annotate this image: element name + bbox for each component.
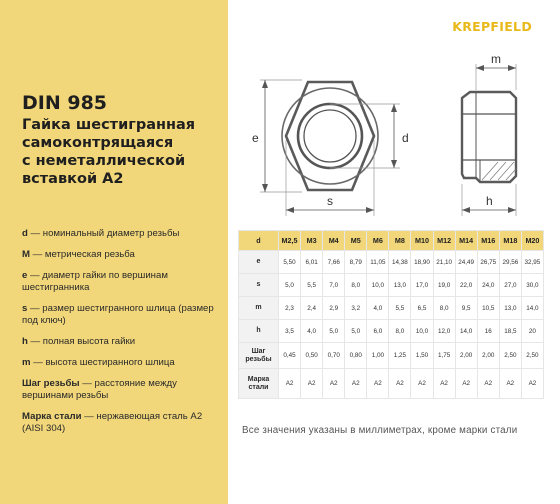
table-cell: 12,0 xyxy=(433,320,455,343)
table-cell: 24,49 xyxy=(455,251,477,274)
dim-label-s: s xyxy=(327,194,333,208)
table-row xyxy=(239,297,544,320)
legend-item xyxy=(22,303,222,327)
table-cell: 6,5 xyxy=(411,297,433,320)
table-cell: 5,0 xyxy=(323,320,345,343)
legend-text: — высота шестиранного шлица xyxy=(30,357,175,368)
table-cell: 22,0 xyxy=(455,274,477,297)
table-cell: 16 xyxy=(477,320,499,343)
legend-item xyxy=(22,357,222,369)
table-header-cell: M4 xyxy=(323,231,345,251)
brand-logo: KREPFIELD xyxy=(452,19,532,34)
table-cell: 4,0 xyxy=(367,297,389,320)
table-cell: 1,50 xyxy=(411,343,433,369)
table-cell: 30,0 xyxy=(521,274,543,297)
table-cell: 26,75 xyxy=(477,251,499,274)
table-cell: 1,00 xyxy=(367,343,389,369)
table-row xyxy=(239,369,544,399)
row-label: h xyxy=(239,320,279,343)
table-cell: 0,70 xyxy=(323,343,345,369)
table-cell: A2 xyxy=(389,369,411,399)
table-cell: 1,75 xyxy=(433,343,455,369)
table-row xyxy=(239,320,544,343)
table-cell: 8,79 xyxy=(345,251,367,274)
table-cell: 11,05 xyxy=(367,251,389,274)
table-cell: 6,0 xyxy=(367,320,389,343)
legend-text: — расстояние между вершинами резьбы xyxy=(22,378,177,401)
legend-item xyxy=(22,228,222,240)
table-cell: 5,5 xyxy=(301,274,323,297)
table-cell: 18,90 xyxy=(411,251,433,274)
table-cell: 2,9 xyxy=(323,297,345,320)
legend-term: М xyxy=(22,249,30,260)
table-cell: 5,50 xyxy=(279,251,301,274)
legend-term: m xyxy=(22,357,31,368)
spec-table xyxy=(238,230,544,399)
table-header-cell: M14 xyxy=(455,231,477,251)
legend-text: — нержавеющая сталь А2 (AISI 304) xyxy=(22,411,203,434)
legend-term: h xyxy=(22,336,28,347)
table-cell: 17,0 xyxy=(411,274,433,297)
table-cell: 14,0 xyxy=(455,320,477,343)
table-cell: 8,0 xyxy=(345,274,367,297)
table-header-cell: M5 xyxy=(345,231,367,251)
legend-item xyxy=(22,336,222,348)
table-cell: A2 xyxy=(323,369,345,399)
insert-hatching xyxy=(482,162,516,180)
table-cell: 18,5 xyxy=(499,320,521,343)
table-cell: A2 xyxy=(279,369,301,399)
legend-term: Марка стали xyxy=(22,411,82,422)
table-header-cell: M10 xyxy=(411,231,433,251)
table-cell: A2 xyxy=(499,369,521,399)
table-cell: A2 xyxy=(521,369,543,399)
table-cell: 3,2 xyxy=(345,297,367,320)
table-header-row xyxy=(239,231,544,251)
dim-label-e: e xyxy=(252,131,259,145)
table-cell: 10,5 xyxy=(477,297,499,320)
legend-item xyxy=(22,378,222,402)
table-header-cell: M3 xyxy=(301,231,323,251)
dim-label-m: m xyxy=(491,52,501,66)
table-cell: 8,0 xyxy=(389,320,411,343)
table-cell: 10,0 xyxy=(411,320,433,343)
legend-item xyxy=(22,270,222,294)
table-cell: 6,01 xyxy=(301,251,323,274)
table-header-cell: M18 xyxy=(499,231,521,251)
outer-chamfer-circle xyxy=(282,88,378,184)
table-cell: 1,25 xyxy=(389,343,411,369)
table-cell: A2 xyxy=(367,369,389,399)
table-cell: 10,0 xyxy=(367,274,389,297)
legend-text: — полная высота гайки xyxy=(27,336,136,347)
thread-inner-circle xyxy=(304,110,356,162)
table-cell: 5,5 xyxy=(389,297,411,320)
table-header-cell: M16 xyxy=(477,231,499,251)
row-label: m xyxy=(239,297,279,320)
table-cell: 4,0 xyxy=(301,320,323,343)
table-header-cell: M12 xyxy=(433,231,455,251)
table-cell: A2 xyxy=(433,369,455,399)
legend-item xyxy=(22,249,222,261)
table-cell: 2,50 xyxy=(499,343,521,369)
legend-item xyxy=(22,411,222,435)
table-cell: 14,0 xyxy=(521,297,543,320)
table-cell: A2 xyxy=(455,369,477,399)
legend-text: — номинальный диаметр резьбы xyxy=(27,228,180,239)
legend-term: е xyxy=(22,270,28,281)
table-cell: 5,0 xyxy=(345,320,367,343)
row-label: Марка стали xyxy=(239,369,279,399)
legend-term: s xyxy=(22,303,28,314)
dim-label-h: h xyxy=(486,194,493,208)
table-row xyxy=(239,274,544,297)
table-cell: A2 xyxy=(411,369,433,399)
table-header-cell: M20 xyxy=(521,231,543,251)
legend-text: — диаметр гайки по вершинам шестигранника xyxy=(22,270,168,293)
table-cell: 13,0 xyxy=(499,297,521,320)
table-cell: 0,80 xyxy=(345,343,367,369)
legend-text: — размер шестигранного шлица (размер под ключ) xyxy=(22,303,214,326)
table-row xyxy=(239,251,544,274)
table-cell: 14,38 xyxy=(389,251,411,274)
table-header-cell: d xyxy=(239,231,279,251)
row-label: e xyxy=(239,251,279,274)
table-cell: 2,4 xyxy=(301,297,323,320)
table-cell: 29,56 xyxy=(499,251,521,274)
table-cell: A2 xyxy=(477,369,499,399)
table-header-cell: M8 xyxy=(389,231,411,251)
table-cell: 2,50 xyxy=(521,343,543,369)
table-cell: 3,5 xyxy=(279,320,301,343)
thread-outer-circle xyxy=(298,104,362,168)
standard-title: DIN 985 xyxy=(22,92,108,114)
row-label: s xyxy=(239,274,279,297)
table-cell: 19,0 xyxy=(433,274,455,297)
table-cell: 2,00 xyxy=(455,343,477,369)
legend-text: — метрическая резьба xyxy=(30,249,135,260)
table-cell: 24,0 xyxy=(477,274,499,297)
legend-term: Шаг резьбы xyxy=(22,378,80,389)
table-cell: 7,66 xyxy=(323,251,345,274)
table-cell: 9,5 xyxy=(455,297,477,320)
table-row xyxy=(239,343,544,369)
table-cell: 21,10 xyxy=(433,251,455,274)
dim-label-d: d xyxy=(402,131,409,145)
table-header-cell: M2,5 xyxy=(279,231,301,251)
table-cell: 13,0 xyxy=(389,274,411,297)
product-name: Гайка шестигранная самоконтрящаяся с неметаллической вставкой А2 xyxy=(22,117,196,187)
table-cell: 5,0 xyxy=(279,274,301,297)
table-cell: 0,45 xyxy=(279,343,301,369)
table-header-cell: M6 xyxy=(367,231,389,251)
table-cell: 2,00 xyxy=(477,343,499,369)
table-cell: A2 xyxy=(345,369,367,399)
table-cell: A2 xyxy=(301,369,323,399)
legend xyxy=(22,228,222,444)
table-cell: 27,0 xyxy=(499,274,521,297)
table-cell: 0,50 xyxy=(301,343,323,369)
table-cell: 2,3 xyxy=(279,297,301,320)
nut-drawing xyxy=(240,50,540,220)
table-cell: 20 xyxy=(521,320,543,343)
units-note: Все значения указаны в миллиметрах, кроме марки стали xyxy=(242,425,518,436)
table-cell: 8,0 xyxy=(433,297,455,320)
row-label: Шаг резьбы xyxy=(239,343,279,369)
legend-term: d xyxy=(22,228,28,239)
table-cell: 32,95 xyxy=(521,251,543,274)
table-cell: 7,0 xyxy=(323,274,345,297)
